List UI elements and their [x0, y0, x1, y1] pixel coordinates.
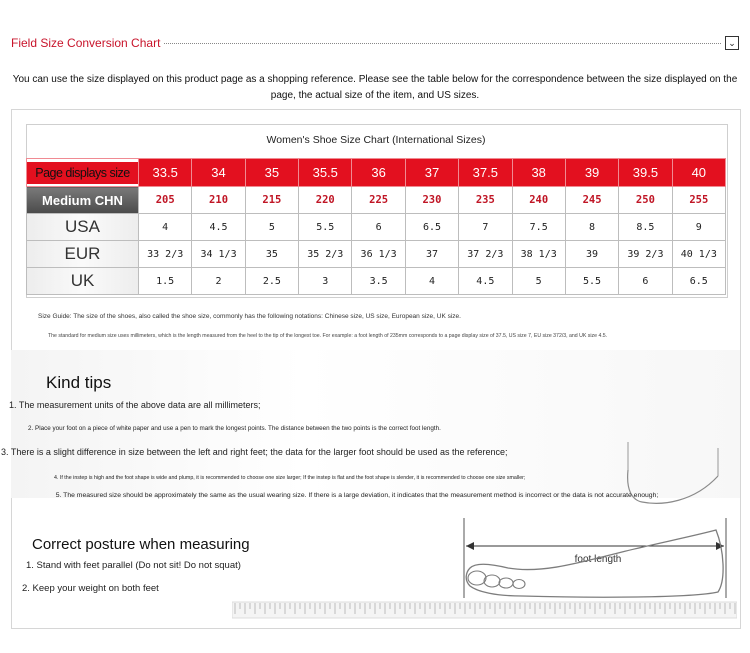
table-cell: 40 1/3: [672, 241, 725, 268]
table-cell: 8.5: [619, 214, 672, 241]
table-cell: 39: [565, 241, 618, 268]
toe-outline: [468, 571, 486, 585]
table-cell: 34 1/3: [192, 241, 245, 268]
table-cell: 39.5: [619, 159, 672, 187]
table-cell: 37.5: [459, 159, 512, 187]
table-cell: 35: [245, 241, 298, 268]
size-chart-table: [26, 158, 726, 295]
table-cell: 38 1/3: [512, 241, 565, 268]
toe-outline: [513, 580, 525, 589]
table-cell: 250: [619, 187, 672, 214]
posture-title: Correct posture when measuring: [32, 536, 250, 553]
table-cell: 34: [192, 159, 245, 187]
table-cell: 4.5: [192, 214, 245, 241]
toe-outline: [499, 578, 513, 588]
table-cell: 33 2/3: [139, 241, 192, 268]
table-cell: 6.5: [405, 214, 458, 241]
table-cell: 36: [352, 159, 405, 187]
table-cell: 205: [139, 187, 192, 214]
table-row-uk: [27, 268, 726, 295]
section-header: [11, 35, 739, 51]
table-cell: 35: [245, 159, 298, 187]
table-cell: 6.5: [672, 268, 725, 295]
tip-item-3: 3. There is a slight difference in size between the left and right feet; the data for the larger foot should be used as the reference;: [1, 447, 508, 457]
table-cell: 6: [352, 214, 405, 241]
section-title: Field Size Conversion Chart: [11, 35, 163, 51]
table-cell: 215: [245, 187, 298, 214]
table-row-usa: [27, 214, 726, 241]
row-label-eur: EUR: [27, 241, 139, 268]
tip-item-5: 5. The measured size should be approximately the same as the usual wearing size. If there is a large deviation, it indicates that the measurement method is incorrect or the data is not accurate enough;: [55, 492, 659, 499]
table-cell: 245: [565, 187, 618, 214]
table-cell: 37: [405, 159, 458, 187]
tip-item-4: 4. If the instep is high and the foot shape is wide and plump, it is recommended to choose one size larger; If the instep is flat and the foot shape is slender, it is recommended to choose one size smaller;: [54, 475, 526, 481]
table-cell: 9: [672, 214, 725, 241]
table-cell: 2.5: [245, 268, 298, 295]
posture-item-1: 1. Stand with feet parallel (Do not sit! Do not squat): [26, 560, 241, 571]
posture-item-2: 2. Keep your weight on both feet: [22, 583, 159, 594]
table-cell: 35 2/3: [299, 241, 352, 268]
table-cell: 40: [672, 159, 725, 187]
arrow-left-icon: [466, 542, 474, 550]
table-cell: 5: [512, 268, 565, 295]
table-cell: 39 2/3: [619, 241, 672, 268]
table-cell: 37 2/3: [459, 241, 512, 268]
table-cell: 37: [405, 241, 458, 268]
table-cell: 4.5: [459, 268, 512, 295]
foot-measure-illustration: [432, 440, 732, 610]
tip-item-2: 2. Place your foot on a piece of white paper and use a pen to mark the longest points. The distance between the two points is the correct foot length.: [28, 425, 441, 432]
table-cell: 210: [192, 187, 245, 214]
table-row-eur: [27, 241, 726, 268]
table-cell: 220: [299, 187, 352, 214]
table-row-page-size: [27, 159, 726, 187]
table-cell: 1.5: [139, 268, 192, 295]
table-cell: 4: [405, 268, 458, 295]
table-cell: 39: [565, 159, 618, 187]
table-cell: 35.5: [299, 159, 352, 187]
table-cell: 3.5: [352, 268, 405, 295]
table-cell: 3: [299, 268, 352, 295]
toe-outline: [484, 575, 500, 587]
table-cell: 255: [672, 187, 725, 214]
ruler-graphic: [232, 600, 737, 620]
table-cell: 36 1/3: [352, 241, 405, 268]
table-cell: 7.5: [512, 214, 565, 241]
table-cell: 2: [192, 268, 245, 295]
row-label-page-size: [27, 159, 139, 187]
size-chart-title: Women's Shoe Size Chart (International Sizes): [266, 134, 486, 146]
chevron-down-icon[interactable]: ⌄: [725, 36, 739, 50]
table-cell: 225: [352, 187, 405, 214]
table-cell: 6: [619, 268, 672, 295]
table-cell: 33.5: [139, 159, 192, 187]
table-cell: 5: [245, 214, 298, 241]
intro-text: You can use the size displayed on this product page as a shopping reference. Please see the table below for the correspondence between the size displayed on the page, the actual size of the item, and US sizes.: [12, 74, 738, 101]
table-row-medium-chn: [27, 187, 726, 214]
foot-length-label: foot length: [574, 554, 622, 565]
table-cell: 235: [459, 187, 512, 214]
table-cell: 230: [405, 187, 458, 214]
table-cell: 5.5: [565, 268, 618, 295]
tip-item-1: 1. The measurement units of the above data are all millimeters;: [9, 400, 261, 410]
size-guide-text: Size Guide: The size of the shoes, also called the shoe size, commonly has the following notations: Chinese size, US size, European size, UK size.: [38, 313, 461, 320]
row-label-uk: UK: [27, 268, 139, 295]
tips-title: Kind tips: [46, 373, 112, 392]
table-cell: 240: [512, 187, 565, 214]
row-label-usa: USA: [27, 214, 139, 241]
table-cell: 38: [512, 159, 565, 187]
table-cell: 4: [139, 214, 192, 241]
table-cell: 5.5: [299, 214, 352, 241]
size-standard-note: The standard for medium size uses millimeters, which is the length measured from the heel to the tip of the longest toe. For example: a foot length of 235mm corresponds to a page display size of 37.5, US size 7, EU size 372/3, and UK size 4.5.: [48, 333, 608, 339]
table-cell: 8: [565, 214, 618, 241]
table-cell: 7: [459, 214, 512, 241]
row-label-medium-chn: Medium CHN: [27, 187, 139, 214]
row-label-text: Page displays size: [27, 162, 138, 184]
